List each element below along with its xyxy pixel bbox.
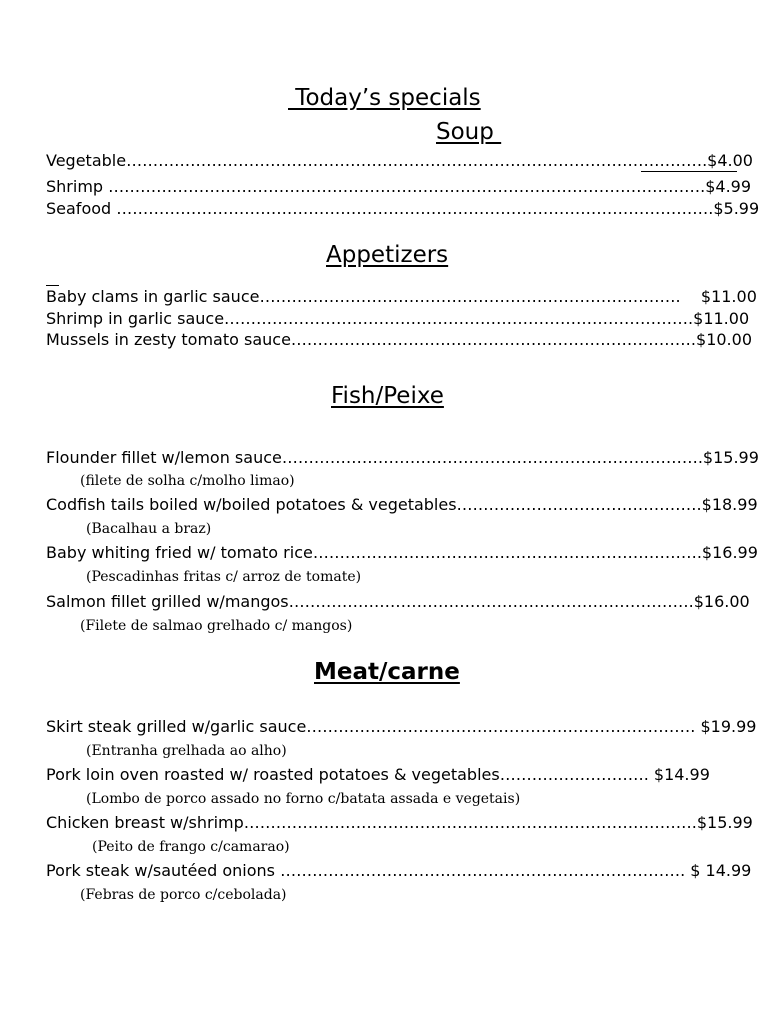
section-heading-fish: Fish/Peixe bbox=[331, 383, 444, 409]
menu-item-baby-whiting-translation: (Pescadinhas fritas c/ arroz de tomate) bbox=[86, 569, 362, 585]
menu-item-mussels: Mussels in zesty tomato sauce………………………………………………………………….$10.00 bbox=[46, 330, 752, 349]
menu-item-shrimp-soup: Shrimp ………………………………………………………………………………………………….$4.99 bbox=[46, 177, 752, 196]
menu-item-flounder-translation: (filete de solha c/molho limao) bbox=[80, 473, 295, 489]
section-heading-appetizers: Appetizers bbox=[326, 242, 449, 268]
menu-item-skirt-steak: Skirt steak grilled w/garlic sauce………………………………………………………………. $19.99 bbox=[46, 717, 757, 736]
section-heading-meat: Meat/carne bbox=[314, 659, 460, 685]
menu-item-skirt-steak-translation: (Entranha grelhada ao alho) bbox=[86, 743, 287, 759]
menu-item-codfish: Codfish tails boiled w/boiled potatoes & vegetables……………………………………….$18.99 bbox=[46, 495, 758, 514]
menu-item-flounder: Flounder fillet w/lemon sauce…………………………………………………………………….$15.99 bbox=[46, 448, 759, 467]
underline-rule bbox=[641, 171, 737, 172]
menu-item-shrimp-garlic: Shrimp in garlic sauce…………………………………………………………………………….$11.00 bbox=[46, 309, 750, 328]
menu-item-pork-steak-translation: (Febras de porco c/cebolada) bbox=[80, 887, 287, 903]
menu-item-pork-steak: Pork steak w/sautéed onions …………………………………………………………………. $ 14.99 bbox=[46, 861, 752, 880]
menu-item-chicken-breast-translation: (Peito de frango c/camarao) bbox=[92, 839, 290, 855]
menu-item-salmon: Salmon fillet grilled w/mangos………………………………………………………………….$16.00 bbox=[46, 592, 750, 611]
menu-item-chicken-breast: Chicken breast w/shrimp………………………………………………………………………….$15.99 bbox=[46, 813, 753, 832]
short-rule bbox=[46, 285, 59, 286]
section-heading-soup: Soup bbox=[436, 119, 502, 145]
menu-item-pork-loin-translation: (Lombo de porco assado no forno c/batata assada e vegetais) bbox=[86, 791, 521, 807]
menu-item-salmon-translation: (Filete de salmao grelhado c/ mangos) bbox=[80, 618, 353, 634]
page-title: Today’s specials bbox=[288, 85, 481, 111]
menu-item-codfish-translation: (Bacalhau a braz) bbox=[86, 521, 212, 537]
menu-item-pork-loin: Pork loin oven roasted w/ roasted potatoes & vegetables………………………. $14.99 bbox=[46, 765, 710, 784]
menu-item-vegetable-soup: Vegetable……………………………………………………………………………………………….$4.00 bbox=[46, 151, 753, 170]
menu-item-seafood-soup: Seafood ………………………………………………………………………………………………….$5.99 bbox=[46, 199, 760, 218]
menu-item-baby-clams: Baby clams in garlic sauce……………………………………………………………………. $11.00 bbox=[46, 287, 757, 306]
menu-item-baby-whiting: Baby whiting fried w/ tomato rice……………………………………………………………….$16.99 bbox=[46, 543, 758, 562]
